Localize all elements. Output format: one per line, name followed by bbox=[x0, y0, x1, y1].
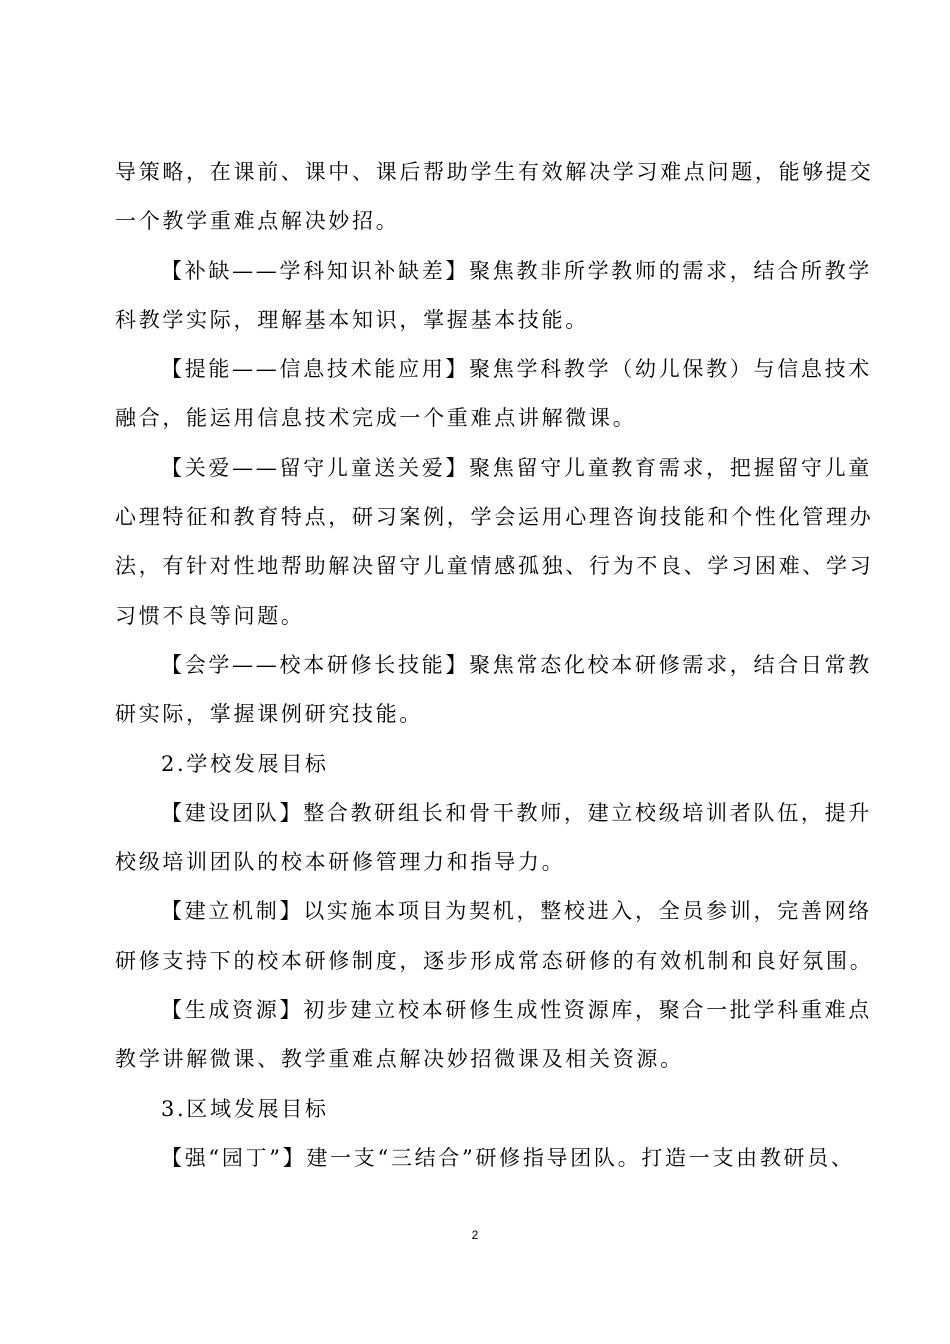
paragraph-line: 校级培训团队的校本研修管理力和指导力。 bbox=[115, 850, 566, 875]
paragraph-line: 【关爱——留守儿童送关爱】聚焦留守儿童教育需求，把握留守儿童 bbox=[161, 455, 872, 480]
paragraph-line: 【会学——校本研修长技能】聚焦常态化校本研修需求，结合日常教 bbox=[161, 652, 872, 677]
paragraph-line: 科教学实际，理解基本知识，掌握基本技能。 bbox=[115, 307, 589, 332]
paragraph-line: 【强“园丁”】建一支“三结合”研修指导团队。打造一支由教研员、 bbox=[161, 1145, 855, 1170]
paragraph-line: 教学讲解微课、教学重难点解决妙招微课及相关资源。 bbox=[115, 1047, 684, 1072]
section-heading: 3.区域发展目标 bbox=[161, 1096, 329, 1121]
paragraph-line: 法，有针对性地帮助解决留守儿童情感孤独、行为不良、学习困难、学习 bbox=[115, 554, 874, 579]
document-body bbox=[115, 148, 874, 1183]
paragraph-line: 研修支持下的校本研修制度，逐步形成常态研修的有效机制和良好氛围。 bbox=[115, 948, 874, 973]
paragraph-line: 【提能——信息技术能应用】聚焦学科教学（幼儿保教）与信息技术 bbox=[161, 357, 872, 382]
paragraph-line: 一个教学重难点解决妙招。 bbox=[115, 209, 400, 234]
paragraph-line: 【生成资源】初步建立校本研修生成性资源库，聚合一批学科重难点 bbox=[161, 998, 872, 1023]
paragraph-line: 导策略，在课前、课中、课后帮助学生有效解决学习难点问题，能够提交 bbox=[115, 160, 874, 184]
section-heading: 2.学校发展目标 bbox=[161, 751, 329, 776]
paragraph-line: 融合，能运用信息技术完成一个重难点讲解微课。 bbox=[115, 406, 637, 431]
paragraph-line: 习惯不良等问题。 bbox=[115, 603, 305, 628]
paragraph-line: 【建设团队】整合教研组长和骨干教师，建立校级培训者队伍，提升 bbox=[161, 800, 872, 825]
paragraph-line: 研实际，掌握课例研究技能。 bbox=[115, 702, 424, 727]
paragraph-line: 【建立机制】以实施本项目为契机，整校进入，全员参训，完善网络 bbox=[161, 899, 872, 924]
paragraph-line: 心理特征和教育特点，研习案例，学会运用心理咨询技能和个性化管理办 bbox=[115, 505, 874, 530]
paragraph-line: 【补缺——学科知识补缺差】聚焦教非所学教师的需求，结合所教学 bbox=[161, 258, 872, 283]
page-number: 2 bbox=[471, 1228, 479, 1242]
